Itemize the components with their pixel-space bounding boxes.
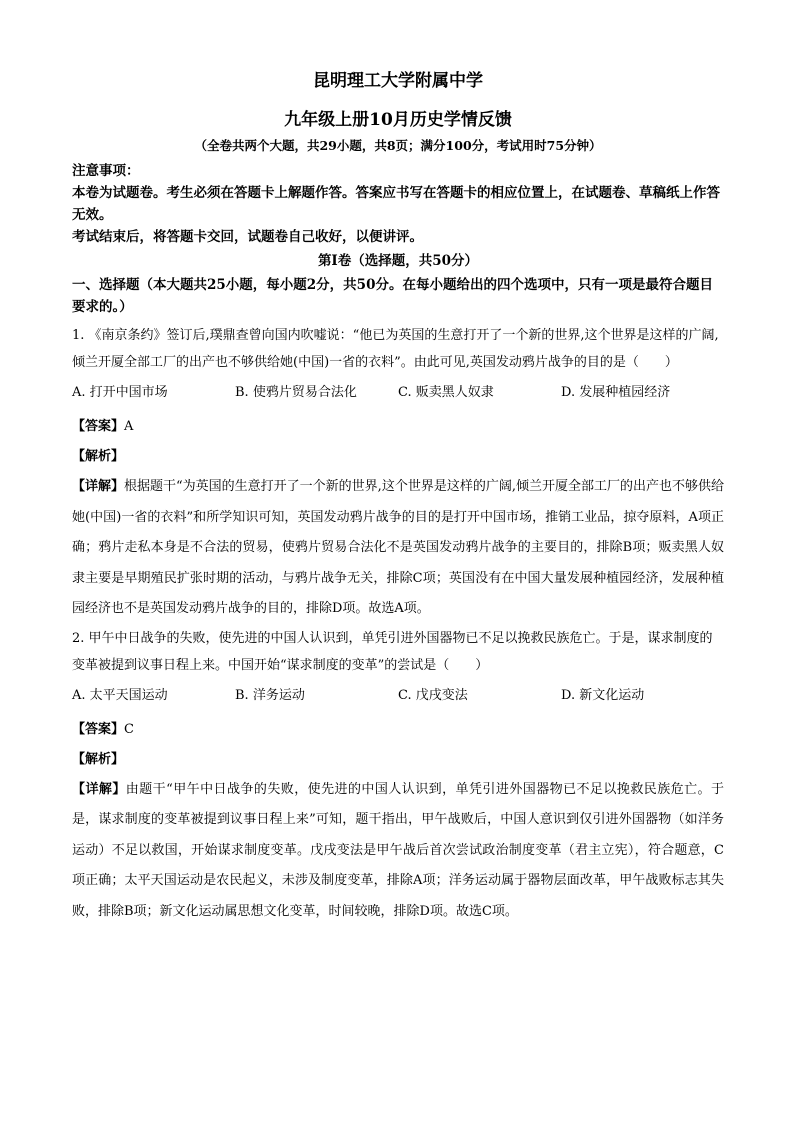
question-2	[72, 625, 724, 928]
detail-paragraph	[72, 472, 724, 625]
option-b: B. 使鸦片贸易合法化	[235, 385, 357, 400]
exam-title: 九年级上册10月历史学情反馈	[284, 110, 512, 130]
analysis-tag: 【解析】	[72, 449, 125, 464]
exam-scope: （全卷共两个大题，共29小题，共8页；满分100分，考试用时75分钟）	[194, 138, 602, 153]
question-options	[72, 681, 724, 711]
detail-text: 根据题干“为英国的生意打开了一个新的世界,这个世界是这样的广阔,倾兰开厦全部工厂的出产也不够供给她(中国)一省的衣料”和所学知识可知，英国发动鸦片战争的目的是打开中国市场，推销工业品，掠夺原料，A项正确；鸦片走私本身是不合法的贸易，使鸦片贸易合法化不是英国发动鸦片战争的主要目的，排除B项；贩卖黑人奴隶主要是早期殖民扩张时期的活动，与鸦片战争无关，排除C项；英国没有在中国大量发展种植园经济，发展种植园经济也不是英国发动鸦片战争的目的，排除D项。故选A项。	[72, 479, 724, 616]
question-options	[72, 378, 724, 408]
answer-line	[72, 412, 724, 442]
answer-tag: 【答案】	[72, 721, 125, 737]
option-a: A. 太平天国运动	[72, 687, 168, 703]
notice-item-1: 本卷为试题卷。考生必须在答题卡上解题作答。答案应书写在答题卡的相应位置上，在试题卷、草稿纸上作答无效。	[72, 185, 720, 223]
answer-value: A	[124, 419, 134, 434]
analysis-line	[72, 745, 724, 775]
analysis-tag: 【解析】	[72, 751, 125, 767]
detail-paragraph	[72, 775, 724, 928]
school-name: 昆明理工大学附属中学	[313, 71, 483, 91]
section-title: 一、选择题（本大题共25小题，每小题2分，共50分。在每小题给出的四个选项中，只有一项是最符合题目要求的。）	[72, 277, 713, 315]
analysis-line	[72, 442, 724, 472]
exam-page	[72, 62, 724, 927]
question-stem: 2. 甲午中日战争的失败，使先进的中国人认识到，单凭引进外国器物已不足以挽救民族危亡。于是，谋求制度的变革被提到议事日程上来。中国开始“谋求制度的变革”的尝试是（ ）	[72, 630, 713, 673]
answer-line	[72, 715, 724, 745]
answer-value: C	[124, 721, 134, 737]
notice-heading: 注意事项：	[72, 163, 140, 179]
option-c: C. 戊戌变法	[398, 687, 468, 703]
question-1	[72, 322, 724, 625]
option-c: C. 贩卖黑人奴隶	[398, 385, 494, 400]
notice-item-2: 考试结束后，将答题卡交回，试题卷自己收好，以便讲评。	[72, 229, 423, 245]
detail-tag: 【详解】	[72, 781, 126, 797]
detail-tag: 【详解】	[72, 479, 125, 494]
detail-text: 由题干“甲午中日战争的失败，使先进的中国人认识到，单凭引进外国器物已不足以挽救民族危亡。于是，谋求制度的变革被提到议事日程上来”可知，题干指出，甲午战败后，中国人意识到仅引进外国器物（如洋务运动）不足以救国，开始谋求制度变革。戊戌变法是甲午战后首次尝试政治制度变革（君主立宪），符合题意，C项正确；太平天国运动是农民起义，未涉及制度变革，排除A项；洋务运动属于器物层面改革，甲午战败标志其失败，排除B项；新文化运动属思想文化变革，时间较晚，排除D项。故选C项。	[72, 781, 724, 919]
option-d: D. 发展种植园经济	[561, 385, 671, 400]
question-stem: 1. 《南京条约》签订后,璞鼎查曾向国内吹嘘说：“他已为英国的生意打开了一个新的世界,这个世界是这样的广阔,倾兰开厦全部工厂的出产也不够供给她(中国)一省的衣料”。由此可见,英国发动鸦片战争的目的是（ ）	[72, 328, 719, 370]
option-a: A. 打开中国市场	[72, 385, 168, 400]
part-title: 第Ⅰ卷（选择题，共50分）	[317, 253, 479, 269]
option-d: D. 新文化运动	[561, 687, 645, 703]
answer-tag: 【答案】	[72, 419, 125, 434]
option-b: B. 洋务运动	[235, 687, 305, 703]
